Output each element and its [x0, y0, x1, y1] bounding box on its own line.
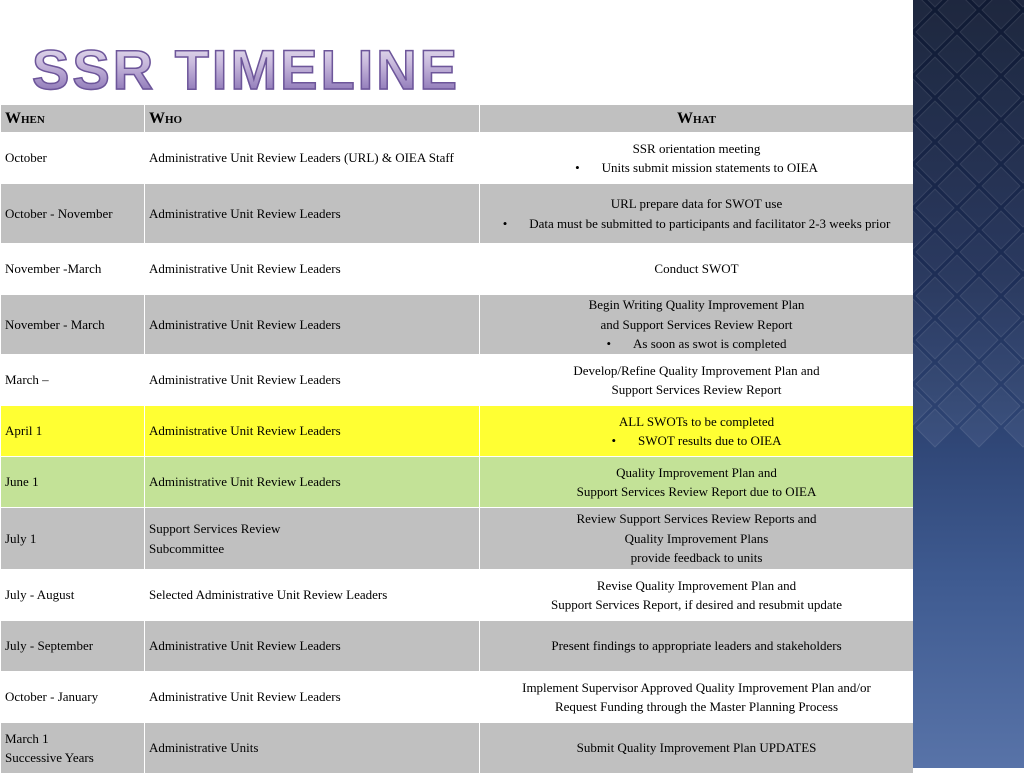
what-text: Present findings to appropriate leaders and stakeholders — [551, 638, 842, 654]
what-line — [484, 380, 909, 400]
what-text: Quality Improvement Plan and — [616, 464, 777, 480]
timeline-body — [1, 133, 914, 774]
when-text: July 1 — [5, 530, 37, 546]
when-cell — [1, 406, 145, 457]
bullet-icon: • — [502, 215, 508, 231]
what-text: Request Funding through the Master Planning Process — [554, 699, 839, 714]
when-cell — [1, 570, 145, 621]
what-line — [484, 738, 909, 758]
what-cell — [480, 621, 914, 672]
what-line — [484, 595, 909, 615]
what-text: Review Support Services Review Reports and — [576, 511, 817, 527]
table-row — [1, 355, 914, 406]
what-cell — [480, 355, 914, 406]
what-text: Begin Writing Quality Improvement Plan — [588, 297, 805, 313]
when-text: Successive Years — [5, 750, 94, 765]
what-line — [484, 259, 909, 279]
who-text: Administrative Unit Review Leaders — [149, 474, 341, 490]
when-cell — [1, 723, 145, 774]
who-text: Administrative Unit Review Leaders (URL) & OIEA Staff — [149, 150, 454, 166]
what-text: SSR orientation meeting — [632, 140, 761, 156]
what-text: URL prepare data for SWOT use — [610, 196, 783, 211]
who-cell — [145, 355, 480, 406]
when-text: October - November — [5, 205, 113, 221]
what-line — [484, 194, 909, 214]
what-cell — [480, 508, 914, 570]
header-row — [1, 105, 914, 133]
when-cell — [1, 133, 145, 184]
when-cell — [1, 621, 145, 672]
table-row — [1, 244, 914, 295]
who-text: Administrative Unit Review Leaders — [149, 638, 341, 654]
what-line — [484, 463, 909, 483]
when-cell — [1, 672, 145, 723]
timeline-table — [0, 104, 914, 774]
what-text: and Support Services Review Report — [600, 316, 793, 332]
when-text: November -March — [5, 261, 102, 277]
when-text: July - August — [5, 587, 75, 603]
who-cell — [145, 508, 480, 570]
when-cell — [1, 508, 145, 570]
what-text: SWOT results due to OIEA — [638, 433, 782, 448]
what-text: As soon as swot is completed — [633, 336, 787, 352]
bullet-item — [484, 214, 909, 234]
what-text: Units submit mission statements to OIEA — [601, 160, 818, 175]
what-line — [484, 509, 909, 529]
who-text: Administrative Unit Review Leaders — [149, 423, 341, 439]
when-text: March 1 — [5, 730, 49, 746]
what-text: Support Services Review Report due to OIEA — [576, 484, 817, 499]
who-text: Administrative Units — [149, 740, 259, 756]
bullet-item — [484, 431, 909, 451]
what-line — [484, 482, 909, 502]
bullet-icon: • — [611, 433, 617, 448]
table-row — [1, 723, 914, 774]
table-row — [1, 570, 914, 621]
when-text: March – — [5, 372, 49, 388]
what-line — [484, 636, 909, 656]
what-text: ALL SWOTs to be completed — [618, 413, 775, 429]
what-text: Revise Quality Improvement Plan and — [596, 577, 797, 593]
when-text: April 1 — [5, 423, 43, 439]
who-cell — [145, 621, 480, 672]
what-text: Conduct SWOT — [654, 261, 739, 277]
who-text: Administrative Unit Review Leaders — [149, 205, 341, 221]
who-text: Administrative Unit Review Leaders — [149, 372, 341, 388]
who-cell — [145, 295, 480, 355]
slide-title: SSR TIMELINE — [32, 38, 461, 101]
header-when: When — [1, 105, 145, 133]
bullet-icon: • — [575, 160, 580, 175]
what-line — [484, 315, 909, 335]
who-text: Administrative Unit Review Leaders — [149, 316, 341, 332]
when-text: June 1 — [5, 474, 39, 490]
table-row — [1, 672, 914, 723]
when-text: October — [5, 150, 47, 166]
table-row — [1, 457, 914, 508]
when-cell — [1, 355, 145, 406]
when-cell — [1, 244, 145, 295]
table-row — [1, 295, 914, 355]
who-text: Administrative Unit Review Leaders — [149, 689, 341, 705]
who-cell — [145, 406, 480, 457]
when-text: November - March — [5, 316, 105, 332]
what-text: Support Services Review Report — [611, 382, 782, 397]
table-row — [1, 621, 914, 672]
table-row — [1, 184, 914, 244]
what-line — [484, 412, 909, 432]
what-cell — [480, 295, 914, 355]
what-cell — [480, 406, 914, 457]
what-line — [484, 139, 909, 159]
what-cell — [480, 244, 914, 295]
what-cell — [480, 184, 914, 244]
what-line — [484, 548, 909, 568]
who-cell — [145, 244, 480, 295]
when-text: July - September — [5, 638, 94, 654]
what-line — [484, 697, 909, 717]
what-text: Data must be submitted to participants and facilitator 2-3 weeks prior — [529, 215, 891, 231]
when-cell — [1, 457, 145, 508]
what-line — [484, 361, 909, 381]
what-cell — [480, 723, 914, 774]
what-text: Implement Supervisor Approved Quality Improvement Plan and/or — [522, 679, 871, 695]
header-who: Who — [145, 105, 480, 133]
what-cell — [480, 570, 914, 621]
who-text: Subcommittee — [149, 540, 225, 556]
when-text: October - January — [5, 689, 99, 705]
when-cell — [1, 295, 145, 355]
what-line — [484, 529, 909, 549]
who-cell — [145, 457, 480, 508]
bullet-item — [484, 158, 909, 178]
table-row — [1, 406, 914, 457]
diamond-pattern — [913, 0, 1024, 768]
table-row — [1, 133, 914, 184]
who-cell — [145, 133, 480, 184]
what-line — [484, 576, 909, 596]
what-text: Develop/Refine Quality Improvement Plan and — [573, 362, 820, 378]
when-cell — [1, 184, 145, 244]
what-line — [484, 295, 909, 315]
what-text: Quality Improvement Plans — [624, 530, 769, 546]
who-cell — [145, 570, 480, 621]
what-text: provide feedback to units — [630, 550, 763, 566]
who-cell — [145, 184, 480, 244]
who-cell — [145, 672, 480, 723]
header-what: What — [480, 105, 914, 133]
what-text: Support Services Report, if desired and resubmit update — [551, 597, 842, 612]
bullet-item — [484, 334, 909, 354]
who-text: Support Services Review — [149, 521, 281, 536]
what-line — [484, 678, 909, 698]
what-cell — [480, 133, 914, 184]
who-text: Administrative Unit Review Leaders — [149, 261, 341, 277]
what-cell — [480, 672, 914, 723]
decorative-side-panel — [913, 0, 1024, 768]
table-row — [1, 508, 914, 570]
what-text: Submit Quality Improvement Plan UPDATES — [576, 740, 817, 756]
bullet-icon: • — [606, 336, 612, 352]
who-text: Selected Administrative Unit Review Leaders — [149, 587, 388, 603]
who-cell — [145, 723, 480, 774]
what-cell — [480, 457, 914, 508]
